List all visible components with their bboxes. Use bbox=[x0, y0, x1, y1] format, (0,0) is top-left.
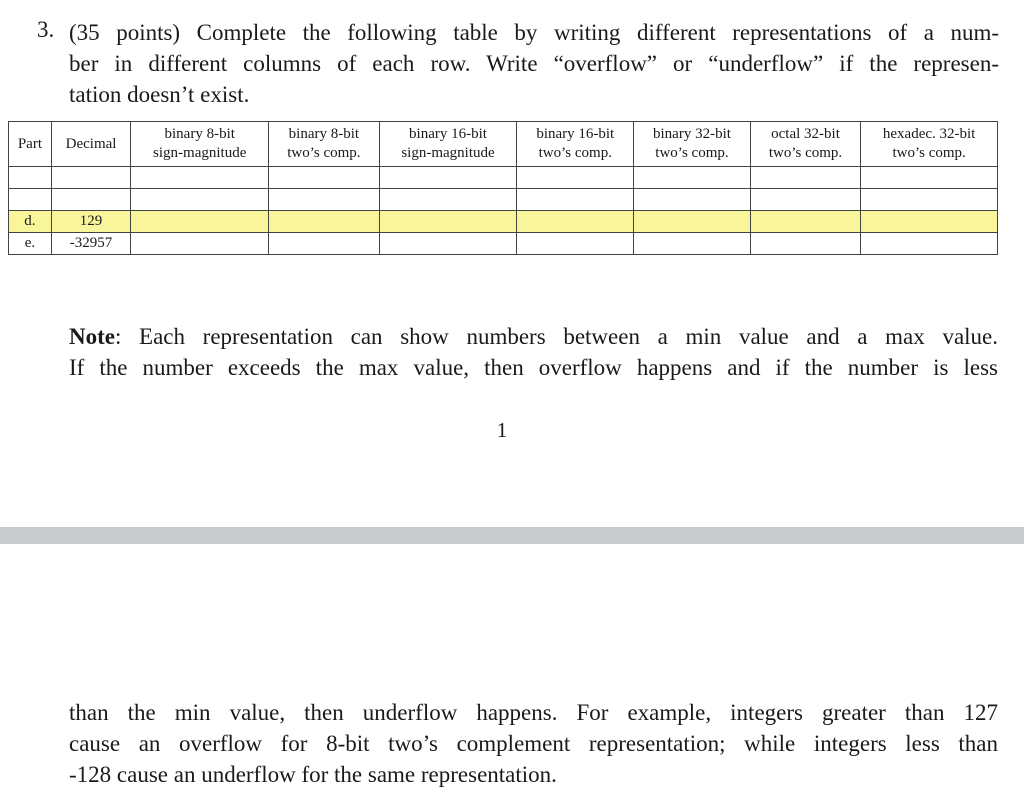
cell-empty[interactable] bbox=[131, 233, 269, 255]
page-divider bbox=[0, 527, 1024, 544]
question-line: ber in different columns of each row. Write “overflow” or “underflow” if the represen- bbox=[69, 51, 999, 76]
question-number: 3. bbox=[37, 17, 55, 42]
cell-empty[interactable] bbox=[634, 211, 751, 233]
cell-empty[interactable] bbox=[750, 211, 860, 233]
header-bin16-tc: binary 16-bit two’s comp. bbox=[517, 122, 634, 167]
cell-empty[interactable] bbox=[861, 211, 998, 233]
question-line: tation doesn’t exist. bbox=[69, 82, 250, 107]
table-row-e bbox=[9, 233, 998, 255]
table-row-blank bbox=[9, 189, 998, 211]
continuation-line: than the min value, then underflow happens. For example, integers greater than 127 bbox=[69, 700, 998, 725]
header-bin16-sm: binary 16-bit sign-magnitude bbox=[379, 122, 517, 167]
table-header-row bbox=[9, 122, 998, 167]
representation-table bbox=[8, 121, 998, 255]
cell-empty[interactable] bbox=[517, 233, 634, 255]
cell-empty[interactable] bbox=[131, 211, 269, 233]
header-oct32-tc: octal 32-bit two’s comp. bbox=[750, 122, 860, 167]
question-line: (35 points) Complete the following table by writing different representations of a num- bbox=[69, 20, 999, 45]
header-bin8-sm: binary 8-bit sign-magnitude bbox=[131, 122, 269, 167]
page-number: 1 bbox=[496, 418, 508, 442]
note-paragraph bbox=[69, 321, 998, 383]
question-text bbox=[69, 17, 999, 110]
continuation-line: -128 cause an underflow for the same representation. bbox=[69, 762, 557, 787]
header-part: Part bbox=[9, 122, 52, 167]
cell-empty[interactable] bbox=[269, 211, 379, 233]
cell-empty[interactable] bbox=[750, 233, 860, 255]
cell-empty[interactable] bbox=[634, 233, 751, 255]
note-line: If the number exceeds the max value, then overflow happens and if the number is less bbox=[69, 355, 998, 380]
note-label: Note bbox=[69, 324, 115, 349]
cell-empty[interactable] bbox=[379, 233, 517, 255]
header-decimal: Decimal bbox=[51, 122, 130, 167]
cell-empty[interactable] bbox=[861, 233, 998, 255]
cell-part: d. bbox=[9, 211, 52, 233]
cell-decimal: -32957 bbox=[51, 233, 130, 255]
table-row-d bbox=[9, 211, 998, 233]
continuation-paragraph bbox=[69, 697, 998, 790]
note-line: : Each representation can show numbers between a min value and a max value. bbox=[114, 324, 998, 349]
header-bin32-tc: binary 32-bit two’s comp. bbox=[634, 122, 751, 167]
cell-empty[interactable] bbox=[269, 233, 379, 255]
cell-decimal: 129 bbox=[51, 211, 130, 233]
cell-part: e. bbox=[9, 233, 52, 255]
table-row-blank bbox=[9, 167, 998, 189]
cell-empty[interactable] bbox=[517, 211, 634, 233]
header-bin8-tc: binary 8-bit two’s comp. bbox=[269, 122, 379, 167]
cell-empty[interactable] bbox=[379, 211, 517, 233]
header-hex32-tc: hexadec. 32-bit two’s comp. bbox=[861, 122, 998, 167]
continuation-line: cause an overflow for 8-bit two’s complement representation; while integers less than bbox=[69, 731, 998, 756]
